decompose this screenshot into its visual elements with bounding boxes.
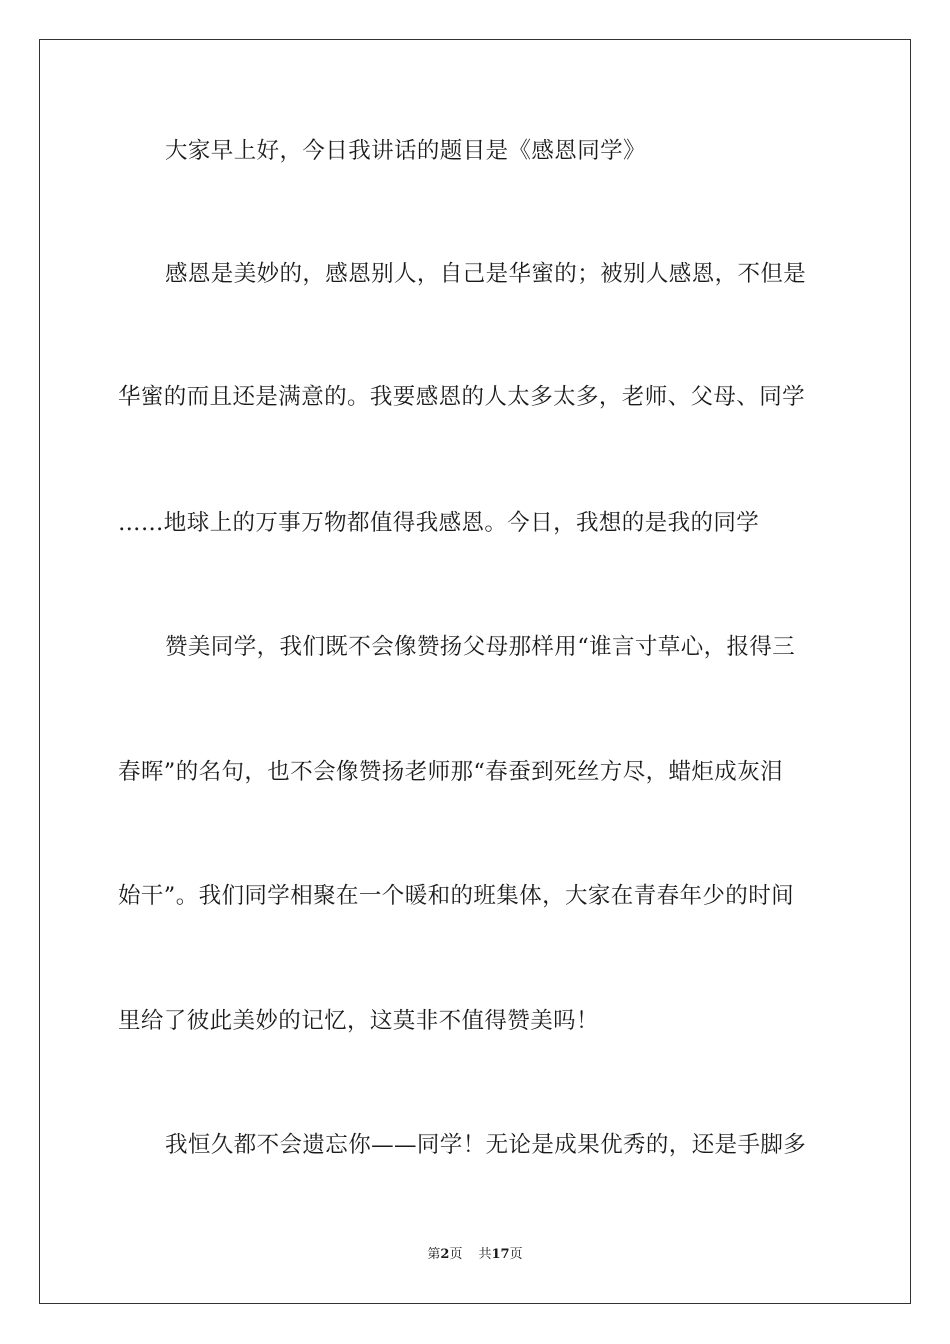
page-number: 2 <box>440 1247 450 1262</box>
total-prefix: 共 <box>478 1247 492 1262</box>
paragraph-line-3: 华蜜的而且还是满意的。我要感恩的人太多太多，老师、父母、同学 <box>118 384 806 410</box>
paragraph-line-1: 大家早上好，今日我讲话的题目是《感恩同学》 <box>165 138 646 164</box>
paragraph-line-7: 始干”。我们同学相聚在一个暖和的班集体，大家在青春年少的时间 <box>118 883 795 909</box>
page-prefix: 第 <box>427 1247 441 1262</box>
paragraph-line-9: 我恒久都不会遗忘你——同学！无论是成果优秀的，还是手脚多 <box>165 1132 807 1158</box>
paragraph-line-5: 赞美同学，我们既不会像赞扬父母那样用“谁言寸草心，报得三 <box>165 634 796 660</box>
paragraph-line-6: 春晖”的名句，也不会像赞扬老师那“春蚕到死丝方尽，蜡炬成灰泪 <box>118 759 784 785</box>
total-pages: 17 <box>491 1247 510 1262</box>
page-border <box>39 39 911 1304</box>
paragraph-line-4: ……地球上的万事万物都值得我感恩。今日，我想的是我的同学 <box>118 510 760 536</box>
page-footer <box>0 1247 950 1263</box>
total-suffix: 页 <box>509 1247 523 1262</box>
paragraph-line-2: 感恩是美妙的，感恩别人，自己是华蜜的；被别人感恩，不但是 <box>165 261 807 287</box>
paragraph-line-8: 里给了彼此美妙的记忆，这莫非不值得赞美吗！ <box>118 1008 599 1034</box>
page-suffix: 页 <box>449 1247 463 1262</box>
